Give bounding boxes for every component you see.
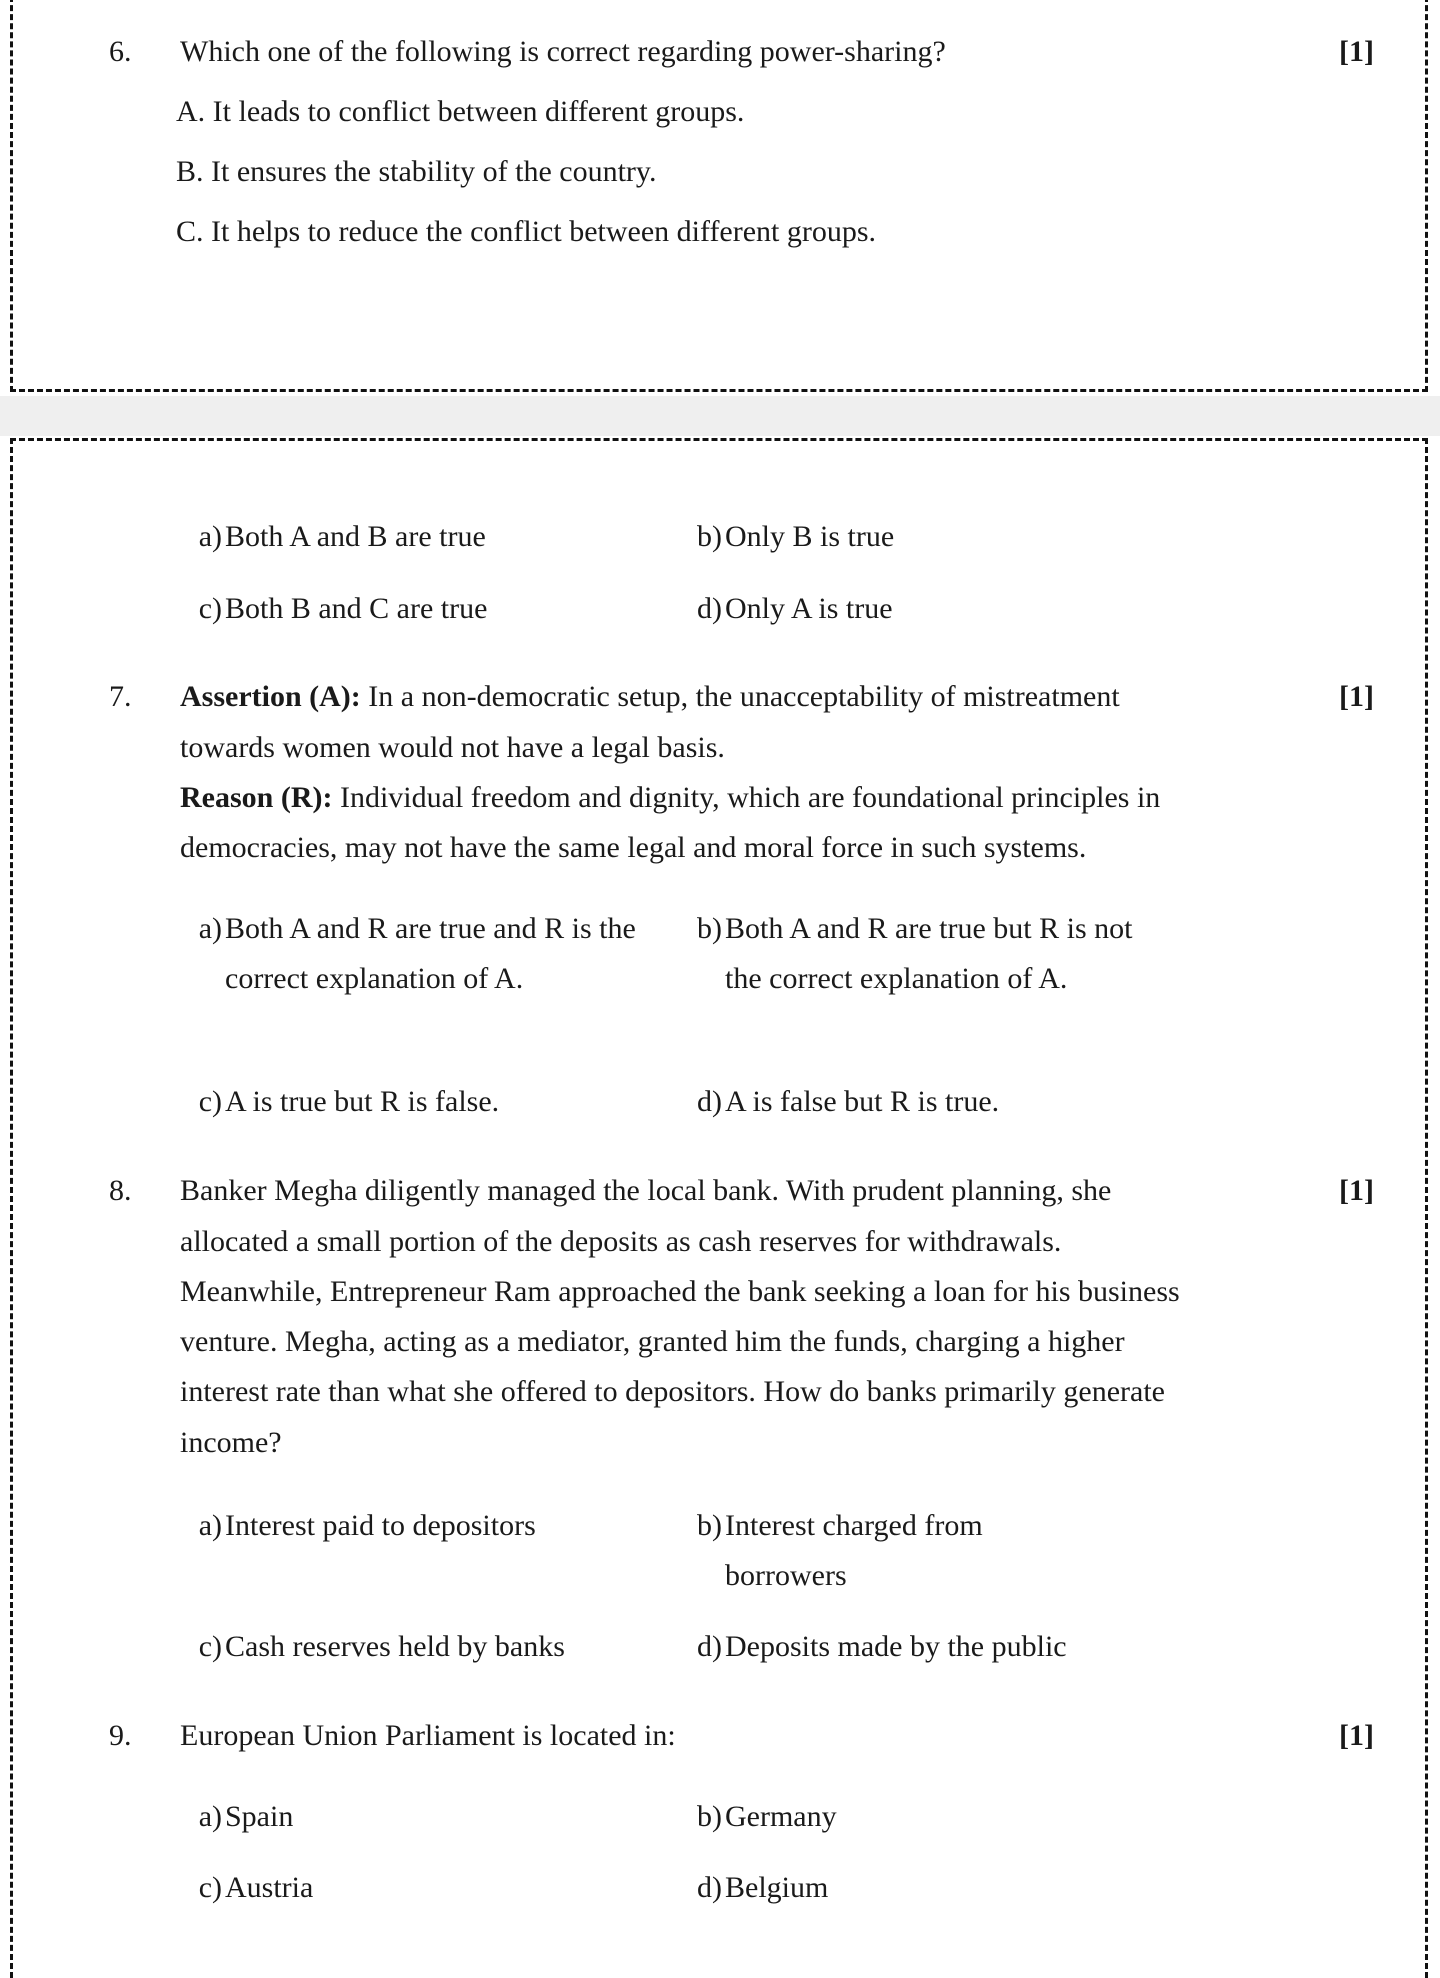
- option-label: b): [697, 1800, 722, 1833]
- option-label: c): [198, 1871, 222, 1904]
- q8-text-line: income?: [180, 1426, 282, 1459]
- option-label: a): [198, 912, 222, 945]
- option-text: Both A and R are true but R is not the correct explanation of A.: [725, 912, 1133, 995]
- option-label: c): [198, 1630, 222, 1663]
- option-text: Both A and R are true and R is the correct explanation of A.: [225, 912, 636, 995]
- question-9-marks: [1]: [1339, 1719, 1374, 1752]
- option-label: a): [198, 520, 222, 553]
- question-9-text: European Union Parliament is located in:: [180, 1719, 676, 1752]
- q7-reason-cont: democracies, may not have the same legal and moral force in such systems.: [180, 831, 1087, 864]
- q6-option-b[interactable]: [688, 512, 1188, 562]
- option-text: Belgium: [725, 1871, 829, 1904]
- q7-reason: [180, 773, 1160, 823]
- q6-option-c[interactable]: [188, 584, 668, 634]
- option-text: A is false but R is true.: [725, 1085, 1000, 1118]
- option-label: b): [697, 912, 722, 945]
- q8-text-line: allocated a small portion of the deposits as cash reserves for withdrawals.: [180, 1225, 1062, 1258]
- q6-statement-a: A. It leads to conflict between different groups.: [176, 95, 745, 128]
- reason-label: Reason (R):: [180, 781, 333, 814]
- q7-assertion: [180, 672, 1120, 722]
- question-6-text: Which one of the following is correct regarding power-sharing?: [180, 35, 946, 68]
- q9-option-a[interactable]: [188, 1792, 668, 1842]
- q8-option-c[interactable]: [188, 1622, 668, 1672]
- q6-option-d[interactable]: [688, 584, 1188, 634]
- q7-option-a[interactable]: [188, 904, 648, 1004]
- q7-option-d[interactable]: [688, 1077, 1188, 1127]
- option-text: A is true but R is false.: [225, 1085, 500, 1118]
- question-7-marks: [1]: [1339, 680, 1374, 713]
- option-text: Interest charged from borrowers: [725, 1509, 983, 1592]
- q9-option-c[interactable]: [188, 1863, 668, 1913]
- q9-option-d[interactable]: [688, 1863, 1188, 1913]
- q9-option-b[interactable]: [688, 1792, 1188, 1842]
- option-label: c): [198, 1085, 222, 1118]
- page-panel-bottom: [10, 438, 1428, 1978]
- option-label: b): [697, 520, 722, 553]
- option-text: Both B and C are true: [225, 592, 488, 625]
- option-label: d): [697, 1871, 722, 1904]
- question-9-number: 9.: [109, 1719, 132, 1752]
- option-text: Only B is true: [725, 520, 895, 553]
- option-text: Austria: [225, 1871, 314, 1904]
- option-label: a): [198, 1800, 222, 1833]
- question-8-number: 8.: [109, 1174, 132, 1207]
- option-label: a): [198, 1509, 222, 1542]
- option-label: d): [697, 1085, 722, 1118]
- option-label: c): [198, 592, 222, 625]
- q7-option-b[interactable]: [688, 904, 1138, 1004]
- q8-option-b[interactable]: [688, 1501, 1028, 1601]
- option-label: d): [697, 1630, 722, 1663]
- q8-text-line: venture. Megha, acting as a mediator, granted him the funds, charging a higher: [180, 1325, 1125, 1358]
- question-8-marks: [1]: [1339, 1174, 1374, 1207]
- option-text: Germany: [725, 1800, 837, 1833]
- option-text: Interest paid to depositors: [225, 1509, 536, 1542]
- q8-text-line: interest rate than what she offered to depositors. How do banks primarily generate: [180, 1375, 1165, 1408]
- q6-option-a[interactable]: [188, 512, 668, 562]
- question-6-number: 6.: [109, 35, 132, 68]
- option-label: b): [697, 1509, 722, 1542]
- q8-text-line: Meanwhile, Entrepreneur Ram approached the bank seeking a loan for his business: [180, 1275, 1180, 1308]
- reason-text: Individual freedom and dignity, which are foundational principles in: [332, 781, 1161, 814]
- page-panel-top: [10, 0, 1428, 392]
- q7-assertion-cont: towards women would not have a legal basis.: [180, 731, 725, 764]
- q6-statement-b: B. It ensures the stability of the country.: [176, 155, 657, 188]
- option-text: Only A is true: [725, 592, 893, 625]
- q6-statement-c: C. It helps to reduce the conflict between different groups.: [176, 215, 877, 248]
- option-text: Spain: [225, 1800, 294, 1833]
- q8-text-line: Banker Megha diligently managed the local bank. With prudent planning, she: [180, 1174, 1112, 1207]
- q8-option-a[interactable]: [188, 1501, 668, 1551]
- assertion-label: Assertion (A):: [180, 680, 361, 713]
- option-text: Deposits made by the public: [725, 1630, 1067, 1663]
- page-gap: [0, 396, 1440, 436]
- option-text: Both A and B are true: [225, 520, 486, 553]
- assertion-text: In a non-democratic setup, the unacceptability of mistreatment: [360, 680, 1120, 713]
- question-6-marks: [1]: [1339, 35, 1374, 68]
- q7-option-c[interactable]: [188, 1077, 668, 1127]
- question-7-number: 7.: [109, 680, 132, 713]
- option-text: Cash reserves held by banks: [225, 1630, 565, 1663]
- q8-option-d[interactable]: [688, 1622, 1188, 1672]
- option-label: d): [697, 592, 722, 625]
